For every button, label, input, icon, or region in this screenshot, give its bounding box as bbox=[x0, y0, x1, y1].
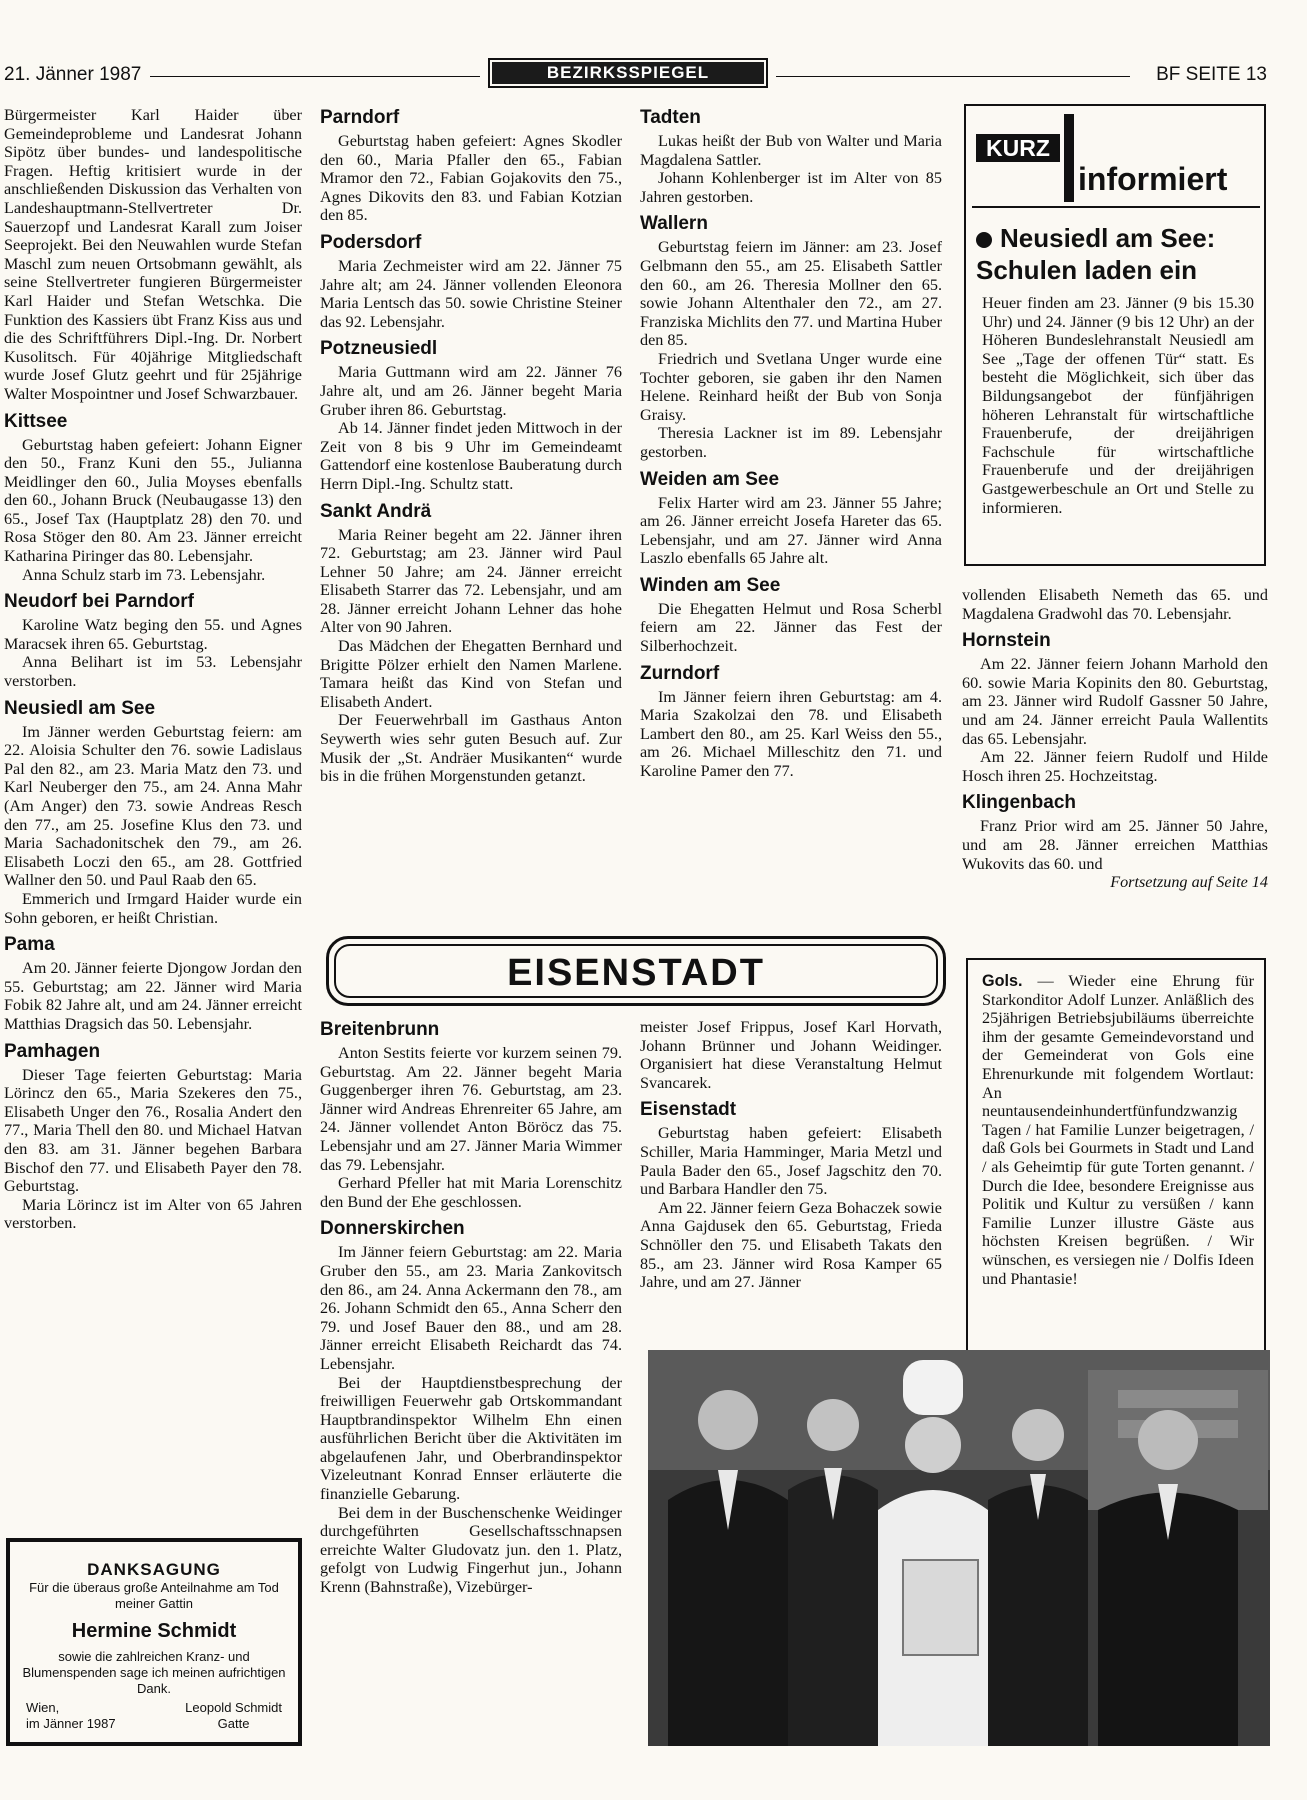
column-6 bbox=[640, 1018, 942, 1292]
paragraph: Die Ehegatten Helmut und Rosa Scherbl feiern am 22. Jänner das Fest der Silberhochzeit. bbox=[640, 599, 942, 656]
paragraph: Bei der Hauptdienstbesprechung der freiwilligen Feuerwehr gab Ortskommandant Hauptbrandinspektor Wilhelm Ehn einen ausführlichen Bericht über die Aktivitäten im abgelaufenen Jahr, und Oberbrandinspektor Vizeleutnant Konrad Ennser erläuterte die finanzielle Gebarung. bbox=[320, 1373, 622, 1504]
kurz-word: informiert bbox=[1078, 161, 1228, 197]
paragraph: Dieser Tage feierten Geburtstag: Maria Lörincz den 65., Maria Szekeres den 75., Elisabeth Unger den 76., Rosalia Andert den 77., Maria Thell den 80. und Michael Hatvan den 83. am 31. Jänner begehen Barbara Bischof den 77. und Elisabeth Payer den 78. Geburtstag. bbox=[4, 1065, 302, 1196]
heading-donnerskirchen: Donnerskirchen bbox=[320, 1218, 465, 1240]
paragraph: Johann Kohlenberger ist im Alter von 85 Jahren gestorben. bbox=[640, 169, 942, 206]
danksagung-heading: DANKSAGUNG bbox=[87, 1560, 221, 1579]
heading-eisenstadt: Eisenstadt bbox=[640, 1099, 737, 1121]
paragraph: Emmerich und Irmgard Haider wurde ein Sohn geboren, er heißt Christian. bbox=[4, 889, 302, 927]
bullet-icon bbox=[976, 232, 992, 248]
paragraph: Karoline Watz beging den 55. und Agnes Maracsek ihren 65. Geburtstag. bbox=[4, 616, 302, 653]
paragraph: Geburtstag haben gefeiert: Johann Eigner den 50., Franz Kuni den 55., Julianna Meidlinger den 60., Julia Moyses ebenfalls den 60., Johann Bruck (Neubaugasse 13) den 65., Josef Tax (Hauptplatz 28) den 70. und Rosa Stöger den 80. Am 23. Jänner erreicht Katharina Piringer das 80. Lebensjahr. bbox=[4, 435, 302, 566]
heading-kittsee: Kittsee bbox=[4, 410, 68, 432]
kurz-informiert-box bbox=[964, 104, 1266, 566]
continuation-note: Fortsetzung auf Seite 14 bbox=[1110, 873, 1268, 892]
paragraph: Theresia Lackner ist im 89. Lebensjahr gestorben. bbox=[640, 424, 942, 461]
heading-pama: Pama bbox=[4, 934, 55, 956]
photo-illustration bbox=[648, 1350, 1270, 1746]
gols-text: Gols. — Wieder eine Ehrung für Starkonditor Adolf Lunzer. Anläßlich des 25jährigen Betriebsjubiläums überreichte ihm der gesamte Gemeindevorstand und der Gemeinderat von Gols eine Ehrenurkunde mit folgendem Wortlaut: An neuntausendeinhundertfünfundzwanzig Tagen / hat Familie Lunzer beigetragen, / daß Gols bei Gourmets in Stadt und Land / als Geheimtip für gute Torten genannt. / Durch die Idee, besondere Ereignisse aus Politik und Kultur zu versüßen / kann Familie Lunzer illustre Gäste aus höchsten Kreisen begrüßen. / Wir wünschen, es versiegen nie / Dolfis Ideen und Phantasie! bbox=[982, 972, 1254, 1288]
column-5 bbox=[320, 1018, 622, 1597]
paragraph: Der Feuerwehrball im Gasthaus Anton Seywerth wies sehr guten Besuch auf. Zur Musik der „St. Andräer Musikanten“ wurde bis in die frühen Morgenstunden getanzt. bbox=[320, 711, 622, 786]
paragraph: Anna Belihart ist im 53. Lebensjahr verstorben. bbox=[4, 653, 302, 691]
danksagung-line1: Für die überaus große Anteilnahme am Tod meiner Gattin bbox=[29, 1580, 279, 1611]
paragraph: Bei dem in der Buschenschenke Weidinger durchgeführten Gesellschaftsschnapsen erreichte Walter Gludovatz jun. den 1. Platz, gefolgt von Ludwig Fingerhut jun., Johann Krenn (Bahnstraße), Vizebürger- bbox=[320, 1503, 622, 1597]
column-1 bbox=[4, 106, 302, 1233]
heading-weiden: Weiden am See bbox=[640, 468, 780, 490]
paragraph: meister Josef Frippus, Josef Karl Horvath, Johann Brünner und Johann Weidinger. Organisiert hat diese Veranstaltung Helmut Svancarek. bbox=[640, 1018, 942, 1092]
heading-sankt-andrae: Sankt Andrä bbox=[320, 500, 432, 522]
section-title: BEZIRKSSPIEGEL bbox=[492, 62, 764, 84]
section-title-box bbox=[488, 58, 768, 88]
paragraph: Am 22. Jänner feiern Geza Bohaczek sowie Anna Gajdusek den 65. Geburtstag, Frieda Schnöller den 75. und Elisabeth Takats den 85., am 23. Jänner wird Rosa Kamper 65 Jahre, und am 27. Jänner bbox=[640, 1198, 942, 1292]
paragraph: Maria Lörincz ist im Alter von 65 Jahren verstorben. bbox=[4, 1195, 302, 1233]
paragraph: Im Jänner werden Geburtstag feiern: am 22. Aloisia Schulter den 76. sowie Ladislaus Pal den 82., am 23. Maria Matz den 73. und Karl Neuberger den 75., am 24. Anna Mahr (Am Anger) den 73. sowie Andreas Resch den 77., am 25. Josefine Klus den 73. und Maria Sachadonitschek den 79., am 26. Elisabeth Loczi den 65., am 28. Gottfried Wallner den 50. und Paul Raab den 65. bbox=[4, 722, 302, 890]
paragraph: vollenden Elisabeth Nemeth das 65. und Magdalena Gradwohl das 70. Lebensjahr. bbox=[962, 586, 1268, 623]
paragraph: Ab 14. Jänner findet jeden Mittwoch in der Zeit von 8 bis 9 Uhr im Gemeindeamt Gattendorf eine kostenlose Bauberatung durch Herrn Dipl.-Ing. Schultz statt. bbox=[320, 419, 622, 493]
masthead bbox=[0, 58, 1307, 94]
paragraph: Franz Prior wird am 25. Jänner 50 Jahre, und am 28. Jänner erreichen Matthias Wukovits das 60. und bbox=[962, 817, 1268, 873]
paragraph: Maria Guttmann wird am 22. Jänner 76 Jahre alt, und am 26. Jänner begeht Maria Gruber ihren 86. Geburtstag. bbox=[320, 363, 622, 419]
kurz-bar bbox=[1064, 114, 1074, 202]
gols-box bbox=[966, 958, 1266, 1352]
gols-lead: Gols. bbox=[982, 972, 1023, 990]
heading-klingenbach: Klingenbach bbox=[962, 792, 1077, 814]
paragraph: Anna Schulz starb im 73. Lebensjahr. bbox=[22, 565, 266, 584]
paragraph: Anton Sestits feierte vor kurzem seinen 79. Geburtstag. Am 22. Jänner begeht Maria Guggenberger ihren 76. Geburtstag, am 23. Jänner wird Andreas Ehrenreiter 65 Jahre, am 24. Jänner vollendet Anton Böröcz das 75. Lebensjahr und am 27. Jänner Maria Wimmer das 79. Lebensjahr. bbox=[320, 1044, 622, 1174]
eisenstadt-banner bbox=[326, 936, 946, 1006]
paragraph: Lukas heißt der Bub von Walter und Maria Magdalena Sattler. bbox=[640, 132, 942, 169]
masthead-rule-right bbox=[776, 76, 1130, 77]
paragraph: Maria Zechmeister wird am 22. Jänner 75 Jahre alt; am 24. Jänner vollenden Eleonora Maria Lentsch das 50. sowie Christine Steiner das 92. Lebensjahr. bbox=[320, 256, 622, 331]
kurz-badge: KURZ bbox=[976, 134, 1060, 162]
paragraph: Felix Harter wird am 23. Jänner 55 Jahre; am 26. Jänner erreicht Josefa Hareter das 65. Lebensjahr, und am 27. Jänner wird Anna Laszlo ebenfalls 65 Jahre alt. bbox=[640, 493, 942, 568]
paragraph: Am 22. Jänner feiern Johann Marhold den 60. sowie Maria Kopinits den 80. Geburtstag, am 23. Jänner wird Rudolf Gassner 50 Jahre, und am 24. Jänner erreicht Paula Wallentits das 65. Lebensjahr. bbox=[962, 655, 1268, 748]
kurz-title: Neusiedl am See: Schulen laden ein bbox=[976, 223, 1216, 285]
heading-zurndorf: Zurndorf bbox=[640, 662, 720, 684]
heading-pamhagen: Pamhagen bbox=[4, 1040, 101, 1062]
heading-potzneusiedl: Potzneusiedl bbox=[320, 338, 438, 360]
issue-date: 21. Jänner 1987 bbox=[4, 64, 142, 85]
masthead-rule-left bbox=[150, 76, 480, 77]
paragraph: Am 22. Jänner feiern Rudolf und Hilde Hosch ihren 25. Hochzeitstag. bbox=[962, 748, 1268, 785]
heading-breitenbrunn: Breitenbrunn bbox=[320, 1019, 440, 1040]
photo-award-ceremony bbox=[648, 1350, 1270, 1746]
paragraph: Gerhard Pfeller hat mit Maria Lorenschitz den Bund der Ehe geschlossen. bbox=[320, 1174, 622, 1211]
heading-winden: Winden am See bbox=[640, 574, 781, 596]
kurz-body: Heuer finden am 23. Jänner (9 bis 15.30 Uhr) und 24. Jänner (9 bis 12 Uhr) an der Höheren Bundeslehranstalt Neusiedl am See „Tage der offenen Tür“ statt. Es besteht die Möglichkeit, sich über das Bildungsangebot der fünfjährigen höheren Lehranstalt für wirtschaftliche Frauenberufe, der dreijährigen Fachschule für wirtschaftliche Frauenberufe und der dreijährigen Gastgewerbeschule an Ort und Stelle zu informieren. bbox=[982, 294, 1254, 517]
heading-neusiedl: Neusiedl am See bbox=[4, 697, 156, 719]
paragraph: Im Jänner feiern Geburtstag: am 22. Maria Gruber den 55., am 23. Maria Zankovitsch den 86., am 24. Anna Ackermann den 78., am 26. Johann Schmidt den 65., Anna Scherr den 79. und Josef Bauer den 88., und am 28. Jänner erreicht Elisabeth Reichardt das 74. Lebensjahr. bbox=[320, 1243, 622, 1373]
column-2 bbox=[320, 106, 622, 786]
paragraph: Am 20. Jänner feierte Djongow Jordan den 55. Geburtstag; am 22. Jänner wird Maria Fobik 82 Jahre alt, und am 24. Jänner erreicht Matthias Dragsich das 50. Lebensjahr. bbox=[4, 959, 302, 1033]
danksagung-name: Hermine Schmidt bbox=[71, 1620, 237, 1642]
heading-hornstein: Hornstein bbox=[962, 630, 1051, 652]
heading-neudorf: Neudorf bei Parndorf bbox=[4, 591, 195, 613]
page-number: BF SEITE 13 bbox=[1156, 64, 1267, 85]
heading-parndorf: Parndorf bbox=[320, 107, 400, 128]
danksagung-place-date: Wien, im Jänner 1987 bbox=[26, 1700, 116, 1731]
paragraph: Das Mädchen der Ehegatten Bernhard und Brigitte Pölzer erhielt den Namen Marlene. Tamara heißt das Kind von Stefan und Elisabeth Andert. bbox=[320, 637, 622, 711]
paragraph: Friedrich und Svetlana Unger wurde eine Tochter geboren, sie gaben ihr den Namen Helene. Reinhard heißt der Bub von Sonja Graisy. bbox=[640, 349, 942, 424]
paragraph: Im Jänner feiern ihren Geburtstag: am 4. Maria Szakolzai den 78. und Elisabeth Lambert den 80., am 25. Karl Weiss den 55., am 26. Michael Milleschitz den 71. und Karoline Pamer den 77. bbox=[640, 687, 942, 781]
danksagung-box bbox=[6, 1538, 302, 1746]
paragraph: Maria Reiner begeht am 22. Jänner ihren 72. Geburtstag; am 23. Jänner wird Paul Lehner 50 Jahre; am 24. Jänner erreicht Elisabeth Starrer das 72. Lebensjahr, und am 28. Jänner erreicht Johann Lehner das hohe Alter von 90 Jahren. bbox=[320, 525, 622, 637]
danksagung-line2: sowie die zahlreichen Kranz- und Blumenspenden sage ich meinen aufrichtigen Dank. bbox=[22, 1649, 286, 1696]
paragraph: Geburtstag haben gefeiert: Elisabeth Schiller, Maria Hamminger, Maria Metzl und Paula Bader den 65., Josef Jagschitz den 70. und Barbara Handler den 75. bbox=[640, 1124, 942, 1199]
paragraph: Bürgermeister Karl Haider über Gemeindeprobleme und Landesrat Johann Sipötz über bundes- und landespolitische Fragen. Heftig kritisiert wurde in der anschließenden Diskussion das Verhalten von Landeshauptmann-Stellvertreter Dr. Sauerzopf und Landesrat Karall zum Joiser Seeprojekt. Bei den Neuwahlen wurde Stefan Maschl zum neuen Ortsobmann gewählt, als seine Stellvertreter fungieren Bürgermeister Karl Haider und Stefan Wetschka. Die Funktion des Kassiers übt Franz Kiss aus und die des Schriftführers Dipl.-Ing. Dr. Norbert Kusolitsch. Für 40jährige Mitgliedschaft wurde Josef Glutz geehrt und für 25jährige Walter Mospointner und Josef Schwarzbauer. bbox=[4, 106, 302, 403]
paragraph: Geburtstag haben gefeiert: Agnes Skodler den 60., Maria Pfaller den 65., Fabian Mramor den 72., Fabian Gojakovits den 75., Agnes Dikovits den 83. und Fabian Kotzian den 85. bbox=[320, 132, 622, 225]
heading-tadten: Tadten bbox=[640, 107, 701, 128]
kurz-header bbox=[972, 110, 1260, 208]
heading-podersdorf: Podersdorf bbox=[320, 231, 422, 253]
column-3 bbox=[640, 106, 942, 781]
column-4 bbox=[962, 586, 1268, 892]
paragraph: Geburtstag feiern im Jänner: am 23. Josef Gelbmann den 55., am 25. Elisabeth Sattler den 60., am 26. Theresia Mollner den 65. sowie Johann Altenthaler den 72., am 27. Franziska Michlits den 77. und Martina Huber den 85. bbox=[640, 238, 942, 350]
heading-wallern: Wallern bbox=[640, 213, 708, 235]
eisenstadt-banner-title: EISENSTADT bbox=[334, 944, 938, 998]
danksagung-signer: Leopold Schmidt Gatte bbox=[185, 1700, 282, 1731]
